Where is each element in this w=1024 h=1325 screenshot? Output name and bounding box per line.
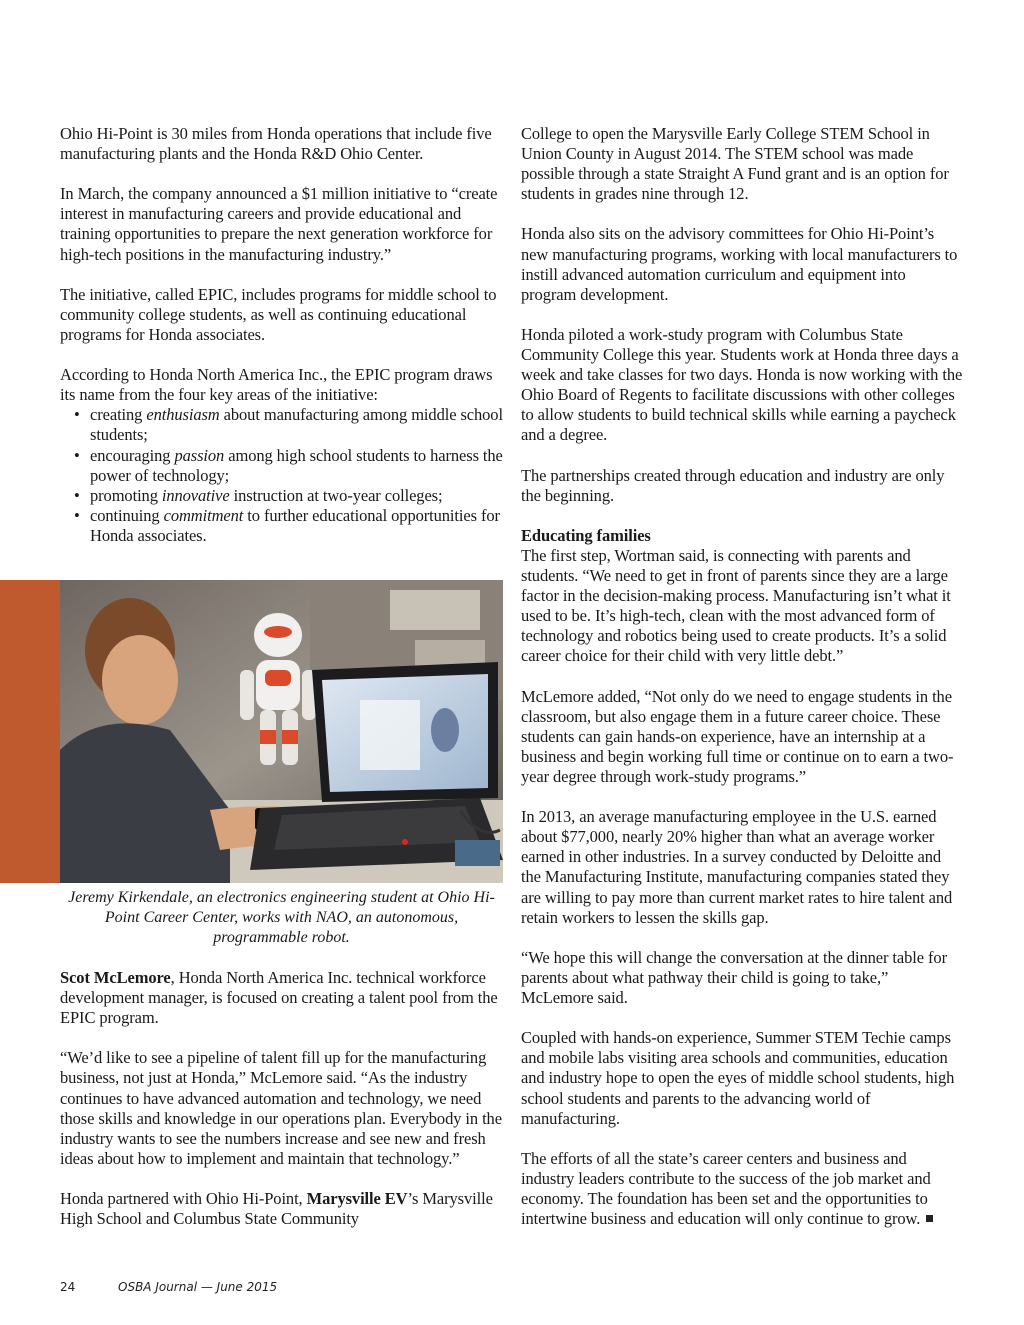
epic-bullet-list — [60, 405, 505, 546]
page-number: 24 — [60, 1280, 76, 1294]
paragraph: Ohio Hi-Point is 30 miles from Honda operations that include five manufacturing plants and the Honda R&D Ohio Center. — [60, 124, 492, 164]
paragraph: The initiative, called EPIC, includes programs for middle school to community college students, as well as continuing educational programs for Honda associates. — [60, 284, 497, 344]
end-mark-icon — [926, 1215, 933, 1222]
paragraph: McLemore added, “Not only do we need to engage students in the classroom, but also engage them in a future career choice. These students can gain hands-on experience, have an internship at a business and begin working full time or continue on to earn a two-year degree through work-study programs.” — [521, 686, 954, 786]
list-item: • promoting innovative instruction at two-year colleges; — [90, 486, 505, 506]
paragraph: According to Honda North America Inc., the EPIC program draws its name from the four key areas of the initiative: — [60, 365, 493, 405]
student-robot-photo — [60, 580, 503, 883]
accent-bar — [0, 580, 60, 883]
paragraph: Coupled with hands-on experience, Summer STEM Techie camps and mobile labs visiting area schools and communities, education and industry hope to open the eyes of middle school students, high school students and parents to the advancing world of manufacturing. — [521, 1028, 955, 1128]
left-column-lower — [60, 968, 505, 1249]
list-item: • creating enthusiasm about manufacturing among middle school students; — [90, 405, 505, 445]
paragraph: Scot McLemore, Honda North America Inc. technical workforce development manager, is focused on creating a talent pool from the EPIC program. — [60, 968, 498, 1028]
photo-caption: Jeremy Kirkendale, an electronics engineering student at Ohio Hi-Point Career Center, works with NAO, an autonomous, programmable robot. — [68, 889, 495, 946]
page-footer — [60, 1280, 277, 1294]
paragraph: Honda also sits on the advisory committees for Ohio Hi-Point’s new manufacturing programs, working with local manufacturers to instill advanced automation curriculum and equipment into program development. — [521, 224, 958, 304]
list-item: • encouraging passion among high school students to harness the power of technology; — [90, 446, 505, 486]
right-column — [521, 124, 963, 1249]
paragraph: “We’d like to see a pipeline of talent fill up for the manufacturing business, not just at Honda,” McLemore said. “As the industry continues to have advanced automation and technology, we need those skills and knowledge in our operations plan. Everybody in the industry wants to see the numbers increase and see new and fresh ideas about how to implement and maintain that technology.” — [60, 1048, 502, 1168]
left-column — [60, 124, 505, 566]
paragraph: In March, the company announced a $1 million initiative to “create interest in manufacturing careers and provide educational and training opportunities to prepare the next generation workforce for high-tech positions in the manufacturing industry.” — [60, 184, 498, 264]
paragraph: In 2013, an average manufacturing employee in the U.S. earned about $77,000, nearly 20% higher than what an average worker earned in other industries. In a survey conducted by Deloitte and the Manufacturing Institute, manufacturing companies stated they are willing to pay more than current market rates to hire talent and retain workers to lessen the skills gap. — [521, 807, 953, 927]
paragraph: Honda partnered with Ohio Hi-Point, Marysville EV’s Marysville High School and Columbus State Community — [60, 1189, 493, 1229]
paragraph: Honda piloted a work-study program with Columbus State Community College this year. Students work at Honda three days a week and take classes for two days. Honda is now working with the Ohio Board of Regents to facilitate discussions with other colleges to allow students to build technical skills while earning a paycheck and a degree. — [521, 324, 963, 445]
paragraph: The partnerships created through education and industry are only the beginning. — [521, 465, 945, 505]
section-heading: Educating families — [521, 525, 651, 545]
list-item: • continuing commitment to further educational opportunities for Honda associates. — [90, 506, 505, 546]
paragraph: College to open the Marysville Early College STEM School in Union County in August 2014. The STEM school was made possible through a state Straight A Fund grant and is an option for students in grades nine through 12. — [521, 124, 949, 204]
paragraph: The efforts of all the state’s career centers and business and industry leaders contribute to the success of the job market and economy. The foundation has been set and the opportunities to intertwine business and education will only continue to grow. — [521, 1149, 963, 1229]
publication-info: OSBA Journal — June 2015 — [118, 1280, 278, 1294]
paragraph: The first step, Wortman said, is connecting with parents and students. “We need to get in front of parents since they are a large factor in the decision-making process. Manufacturing isn’t what it used to be. It’s high-tech, clean with the most advanced form of technology and robotics being used to create products. It’s a solid career choice for their child with very little debt.” — [521, 545, 951, 666]
paragraph: “We hope this will change the conversation at the dinner table for parents about what pathway their child is going to take,” McLemore said. — [521, 947, 947, 1008]
photo-block — [0, 580, 505, 883]
